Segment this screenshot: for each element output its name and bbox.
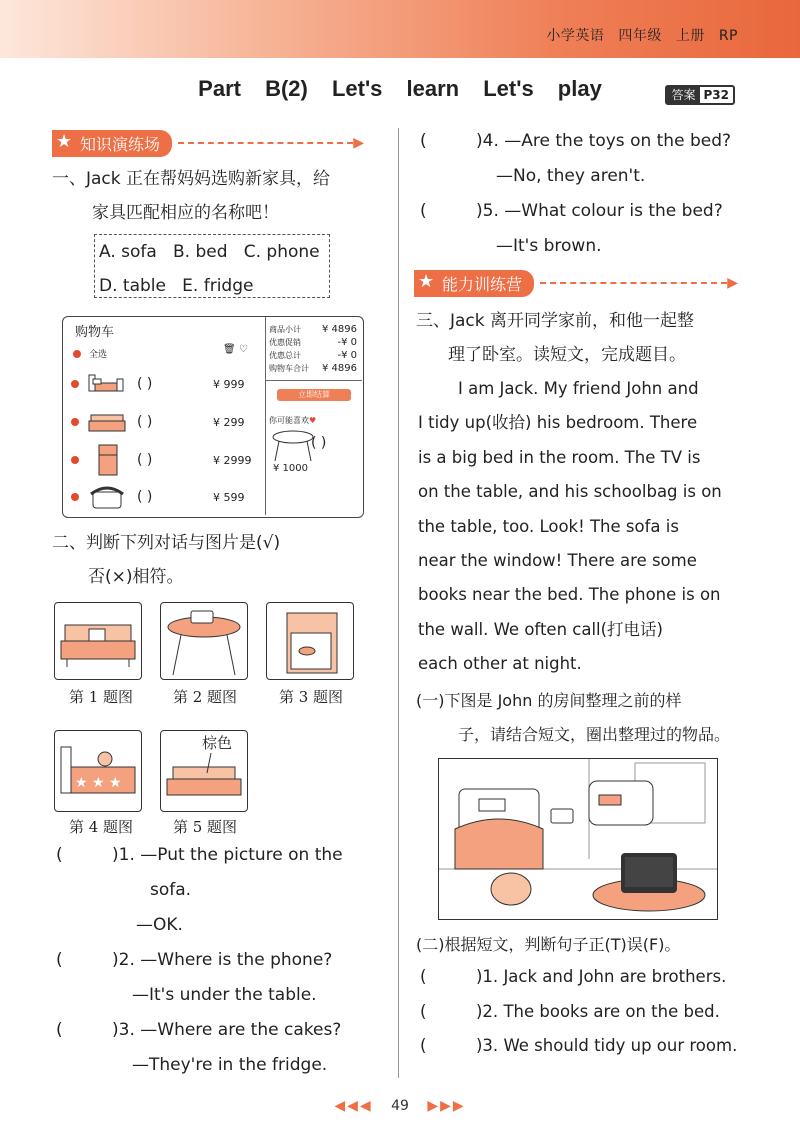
cart-row: ( ) ¥ 599 [71,479,261,515]
arrow-icon: ▶ [727,275,738,291]
q2-item-4: ( )4. —Are the toys on the bed? [420,131,732,151]
cart-row: ( ) ¥ 299 [71,403,261,441]
answer-key-label: 答案 [667,87,699,103]
tf-item-3: ( )3. We should tidy up our room. [420,1036,738,1055]
picture-4 [54,730,142,812]
color-label: 棕色 [202,734,233,752]
question-1: 一、Jack 正在帮妈妈选购新家具，给 家具匹配相应的名称吧！ [52,169,331,223]
q2-items-left: ( )1. —Put the picture on the sofa. —OK. ( )2. —Where is the phone? —It's under the table. ( )3. —Where are the cakes? —They're in the fridge. [56,838,396,1083]
star-icon: ★ [56,130,73,152]
sub-question-2: (二)根据短文，判断句子正(T)误(F)。 [416,935,681,954]
q2-item-1: ( )1. —Put the picture on the [56,845,343,865]
tf-item-2: ( )2. The books are on the bed. [420,1001,720,1021]
question-3: 三、Jack 离开同学家前，和他一起整 理了卧室。读短文，完成题目。 [416,311,695,365]
arrow-icon: ▶ [353,135,364,151]
svg-text:★ ★ ★: ★ ★ ★ [75,775,122,791]
q2-items-right: ( )4. —Are the toys on the bed? —No, they aren't. ( )5. —What colour is the bed? —It's brown. [420,124,760,264]
cart-row: ( ) ¥ 2999 [71,441,261,479]
answer-key-badge [665,85,735,105]
caption-3: 第 3 题图 [278,688,344,706]
section-banner-2 [414,270,738,296]
star-icon: ★ [418,270,435,292]
right-arrows-icon: ▶▶▶ [427,1098,466,1114]
edition: RP [718,28,738,44]
question-2: 二、判断下列对话与图片是(√) 否(×)相符。 [52,533,281,587]
column-divider [398,128,399,1078]
room-illustration [438,758,718,920]
passage: I am Jack. My friend John and I tidy up(收拾) his bedroom. There is a big bed in the room. The TV is on the table, and his schoolbag is on the table, too. Look! The sofa is near the window! There are some books near the bed. The phone is on the wall. We often call(打电话) each other at night. [418,379,722,674]
caption-2: 第 2 题图 [172,688,238,706]
shopping-cart: 购物车 全选 🗑 ♡ ( ) ¥ 999 ( ) ¥ 299 ( ) ¥ 2999 ( ) ¥ 599 商品小计 ¥ 4896 优惠促销 -¥ 0 优惠总计 -¥ 0 购物车合计 ¥ 4896 立即结算 你可能喜欢♥ ( ) ¥ 1000 [62,316,364,518]
maybe-like: 你可能喜欢♥ [269,416,317,425]
fridge-icon [87,443,127,477]
caption-1: 第 1 题图 [68,688,134,706]
q2-item-3: ( )3. —Where are the cakes? [56,1020,342,1040]
check-icon [73,350,81,358]
caption-5: 第 5 题图 [172,818,238,836]
answer-key-page: P32 [703,88,729,102]
bed-icon [87,369,127,399]
picture-1 [54,602,142,680]
volume: 上册 [675,28,705,44]
page-number: 49 [391,1098,409,1114]
banner-label: 能力训练营 [442,274,523,294]
cart-summary: 商品小计 ¥ 4896 优惠促销 -¥ 0 优惠总计 -¥ 0 购物车合计 ¥ 4896 [269,324,357,374]
picture-2 [160,602,248,680]
tf-items [420,960,760,1064]
caption-4: 第 4 题图 [68,818,134,836]
q2-item-5: ( )5. —What colour is the bed? [420,201,723,221]
section-banner-1 [52,130,364,156]
banner-label: 知识演练场 [80,134,161,154]
picture-3 [266,602,354,680]
checkout-button[interactable]: 立即结算 [277,389,351,401]
grade-info [532,25,738,45]
sub-question-1: (一)下图是 John 的房间整理之前的样 子，请结合短文，圈出整理过的物品。 [416,691,731,744]
grade: 四年级 [618,28,662,44]
trash-heart-icons: 🗑 ♡ [223,344,248,355]
page-title: Part B(2) Let's learn Let's play [198,76,602,101]
left-arrows-icon: ◀◀◀ [334,1098,373,1114]
select-all: 全选 [89,350,108,360]
cart-title: 购物车 [75,325,115,340]
subject: 小学英语 [546,28,605,44]
page-footer [0,1098,800,1114]
cart-row: ( ) ¥ 999 [71,365,261,403]
table-icon [271,429,315,463]
sofa-icon [87,407,127,437]
q2-item-2: ( )2. —Where is the phone? [56,950,333,970]
phone-icon [87,482,127,512]
tf-item-1: ( )1. Jack and John are brothers. [420,967,727,986]
options-box: A. sofa B. bed C. phone D. table E. fridge [94,234,330,298]
